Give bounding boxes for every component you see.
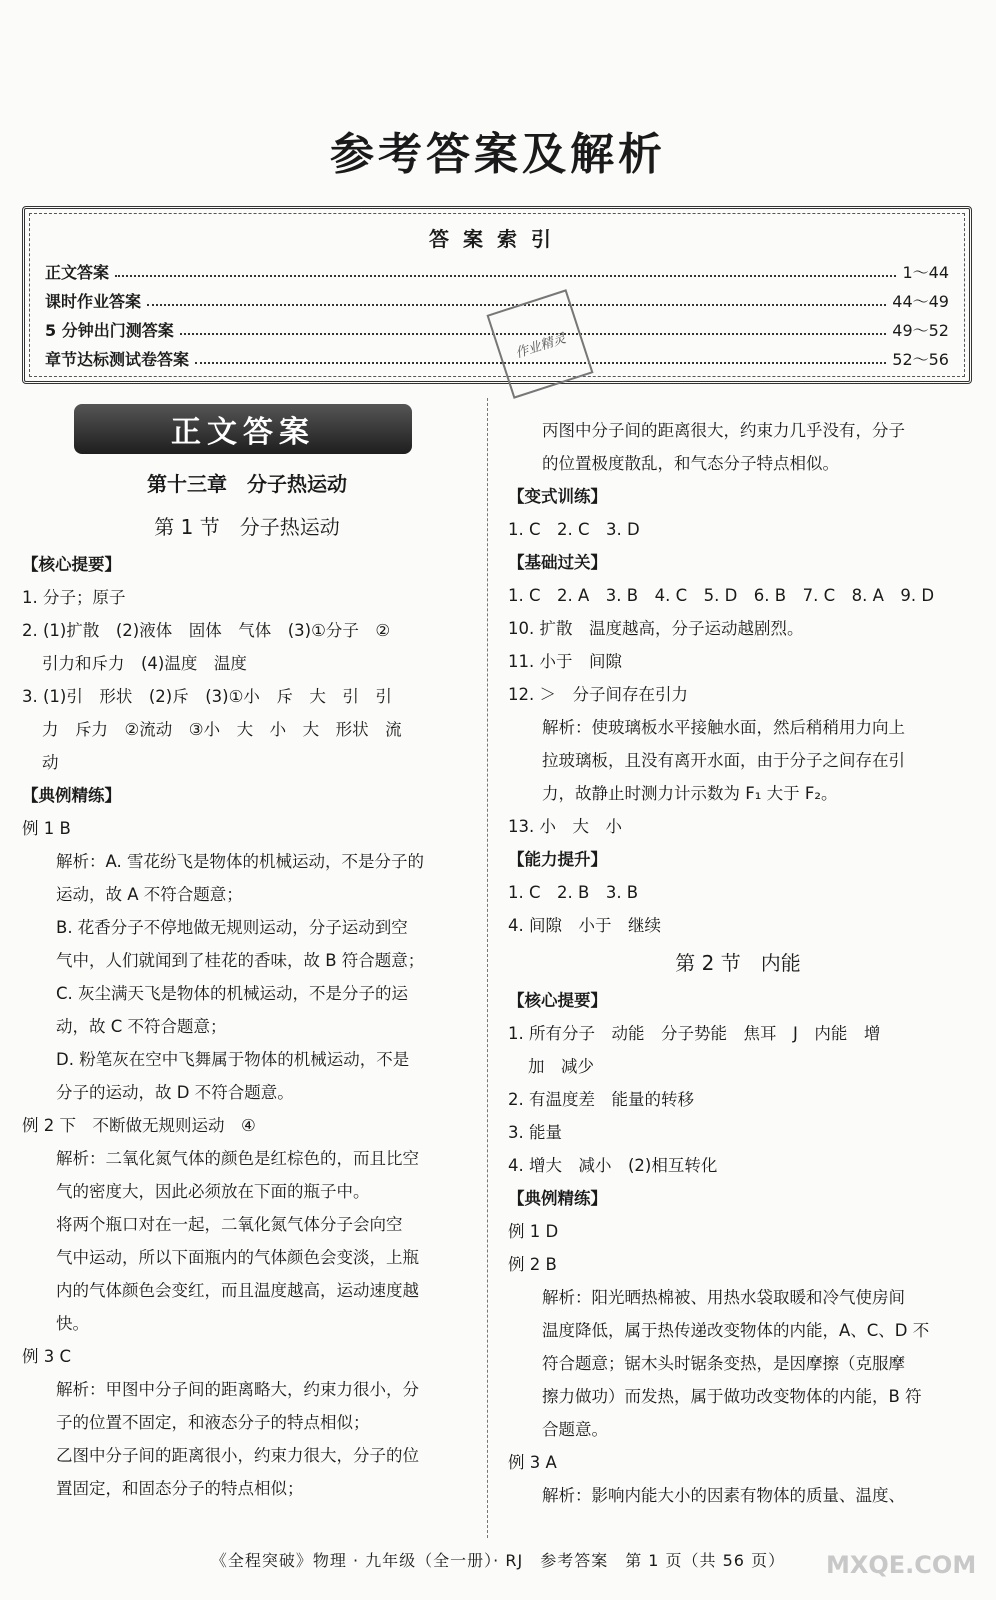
watermark-logo: MXQE.COM (826, 1551, 977, 1579)
index-pages: 44～49 (892, 292, 949, 311)
index-label: 章节达标测试卷答案 (45, 350, 190, 369)
text-line: 13. 小 大 小 (508, 817, 622, 836)
text-line: 丙图中分子间的距离很大，约束力几乎没有，分子 (542, 421, 905, 440)
text-line: 子的位置不固定，和液态分子的特点相似； (56, 1413, 370, 1432)
text-line: 温度降低，属于热传递改变物体的内能，A、C、D 不 (542, 1321, 930, 1340)
index-title: 答案索引 (429, 227, 565, 251)
text-line: 乙图中分子间的距离很小，约束力很大，分子的位 (56, 1446, 419, 1465)
index-pages: 49～52 (892, 321, 949, 340)
text-line: 12. ＞ 分子间存在引力 (508, 685, 688, 704)
text-line: 解析：A. 雪花纷飞是物体的机械运动，不是分子的 (56, 852, 424, 871)
text-line: 3. (1)引 形状 (2)斥 (3)①小 斥 大 引 引 (22, 687, 392, 706)
section-banner: 正文答案 (74, 404, 412, 454)
text-line: 加 减少 (528, 1057, 594, 1076)
text-line: 的位置极度散乱，和气态分子特点相似。 (542, 454, 839, 473)
text-line: 例 3 A (508, 1453, 557, 1472)
text-line: 符合题意；锯木头时锯条变热，是因摩擦（克服摩 (542, 1354, 905, 1373)
text-line: D. 粉笔灰在空中飞舞属于物体的机械运动，不是 (56, 1050, 410, 1069)
text-line: 10. 扩散 温度越高，分子运动越剧烈。 (508, 619, 804, 638)
heading-line: 【典例精练】 (508, 1189, 607, 1208)
text-line: 例 2 B (508, 1255, 557, 1274)
heading-line: 【典例精练】 (22, 786, 121, 805)
index-pages: 52～56 (892, 350, 949, 369)
text-line: 力 斥力 ②流动 ③小 大 小 大 形状 流 (42, 720, 402, 739)
text-line: 气的密度大，因此必须放在下面的瓶子中。 (56, 1182, 370, 1201)
text-line: 例 3 C (22, 1347, 72, 1366)
text-line: 内的气体颜色会变红，而且温度越高，运动速度越 (56, 1281, 419, 1300)
text-line: 气中运动，所以下面瓶内的气体颜色会变淡，上瓶 (56, 1248, 419, 1267)
text-line: B. 花香分子不停地做无规则运动，分子运动到空 (56, 918, 408, 937)
text-line: 快。 (56, 1314, 89, 1333)
text-line: 3. 能量 (508, 1123, 562, 1142)
heading-line: 【核心提要】 (508, 991, 607, 1010)
page-footer: 《全程突破》物理 · 九年级（全一册）· RJ 参考答案 第 1 页（共 56 页） (210, 1551, 786, 1570)
column-divider (487, 398, 488, 1538)
text-line: 例 1 B (22, 819, 71, 838)
text-line: 1. 分子；原子 (22, 588, 126, 607)
left-column (22, 462, 472, 1505)
text-line: 1. C 2. C 3. D (508, 520, 640, 539)
text-line: 气中，人们就闻到了桂花的香味，故 B 符合题意； (56, 951, 425, 970)
text-line: 拉玻璃板，且没有离开水面，由于分子之间存在引 (542, 751, 905, 770)
page-title: 参考答案及解析 (330, 129, 666, 180)
text-line: 引力和斥力 (4)温度 温度 (42, 654, 247, 673)
text-line: 擦力做功）而发热，属于做功改变物体的内能，B 符 (542, 1387, 922, 1406)
right-column (508, 414, 968, 1512)
text-line: 解析：甲图中分子间的距离略大，约束力很小，分 (56, 1380, 419, 1399)
text-line: 1. C 2. A 3. B 4. C 5. D 6. B 7. C 8. A 9. D (508, 586, 935, 605)
heading-line: 【变式训练】 (508, 487, 607, 506)
text-line: 11. 小于 间隙 (508, 652, 622, 671)
leader-dots (115, 275, 896, 277)
text-line: 解析：影响内能大小的因素有物体的质量、温度、 (542, 1486, 905, 1505)
index-pages: 1～44 (902, 263, 949, 282)
text-line: 1. 所有分子 动能 分子势能 焦耳 J 内能 增 (508, 1024, 881, 1043)
heading-line: 【能力提升】 (508, 850, 607, 869)
text-line: 解析：阳光晒热棉被、用热水袋取暖和冷气使房间 (542, 1288, 905, 1307)
index-row (45, 286, 949, 312)
text-line: 运动，故 A 不符合题意； (56, 885, 243, 904)
index-label: 正文答案 (45, 263, 110, 282)
text-line: 分子的运动，故 D 不符合题意。 (56, 1083, 294, 1102)
text-line: 4. 增大 减小 (2)相互转化 (508, 1156, 718, 1175)
stamp-text: 作业精灵 (513, 330, 568, 362)
text-line: 动，故 C 不符合题意； (56, 1017, 227, 1036)
section-title: 第 1 节 分子热运动 (154, 515, 340, 539)
text-line: 4. 间隙 小于 继续 (508, 916, 661, 935)
text-line: 2. 有温度差 能量的转移 (508, 1090, 694, 1109)
text-line: 例 2 下 不断做无规则运动 ④ (22, 1116, 256, 1135)
text-line: 动 (42, 753, 59, 772)
index-label: 课时作业答案 (45, 292, 142, 311)
text-line: C. 灰尘满天飞是物体的机械运动，不是分子的运 (56, 984, 409, 1003)
heading-line: 【基础过关】 (508, 553, 607, 572)
chapter-title: 第十三章 分子热运动 (147, 472, 347, 496)
text-line: 2. (1)扩散 (2)液体 固体 气体 (3)①分子 ② (22, 621, 391, 640)
text-line: 例 1 D (508, 1222, 559, 1241)
text-line: 置固定，和固态分子的特点相似； (56, 1479, 304, 1498)
text-line: 力，故静止时测力计示数为 F₁ 大于 F₂。 (542, 784, 838, 803)
text-line: 合题意。 (542, 1420, 608, 1439)
text-line: 1. C 2. B 3. B (508, 883, 639, 902)
index-row (45, 257, 949, 283)
section-title: 第 2 节 内能 (675, 951, 801, 975)
index-label: 5 分钟出门测答案 (45, 321, 174, 340)
heading-line: 【核心提要】 (22, 555, 121, 574)
text-line: 将两个瓶口对在一起，二氧化氮气体分子会向空 (56, 1215, 403, 1234)
answer-index-box (22, 206, 972, 384)
text-line: 解析：二氧化氮气体的颜色是红棕色的，而且比空 (56, 1149, 419, 1168)
text-line: 解析：使玻璃板水平接触水面，然后稍稍用力向上 (542, 718, 905, 737)
